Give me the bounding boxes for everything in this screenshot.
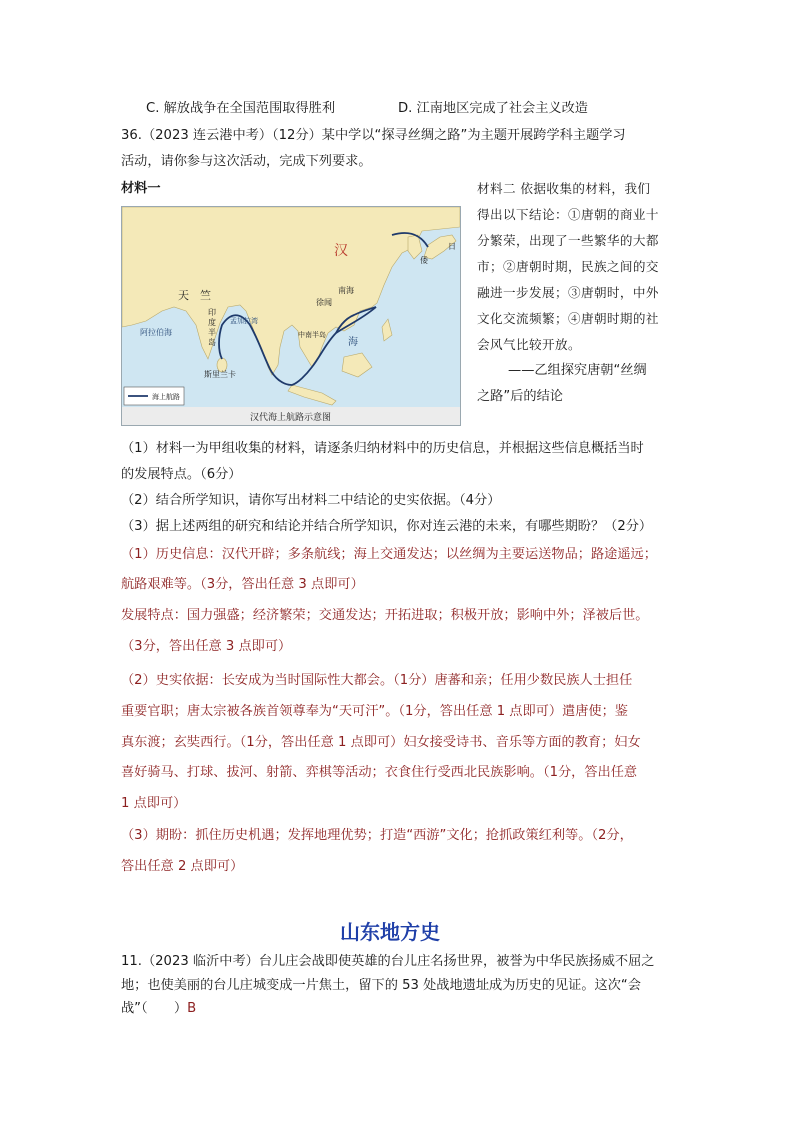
label-yindu-2: 度 bbox=[208, 318, 216, 327]
label-caption: 汉代海上航路示意图 bbox=[250, 413, 332, 423]
map-graphic bbox=[122, 207, 460, 425]
label-japan: 日 bbox=[448, 242, 456, 251]
q11-line3-text: 战”（ ） bbox=[121, 1001, 188, 1016]
material2-line-2: 得出以下结论：①唐朝的商业十 bbox=[477, 207, 659, 222]
label-han: 汉 bbox=[334, 243, 348, 259]
option-d: D. 江南地区完成了社会主义改造 bbox=[398, 101, 588, 116]
material1-label: 材料一 bbox=[121, 181, 161, 196]
material2-line-7: 会风气比较开放。 bbox=[477, 337, 581, 352]
answer-line-8: 喜好骑马、打球、拔河、射箭、弈棋等活动；衣食住行受西北民族影响。（1分，答出任意 bbox=[121, 765, 638, 780]
material2-line-3: 分繁荣，出现了一些繁华的大都 bbox=[477, 233, 659, 248]
answer-line-10: （3）期盼：抓住历史机遇；发挥地理优势；打造“西游”文化；抢抓政策红利等。（2分， bbox=[121, 828, 633, 843]
task-1-line2: 的发展特点。（6分） bbox=[121, 467, 242, 482]
task-1-line1: （1）材料一为甲组收集的材料，请逐条归纳材料中的历史信息，并根据这些信息概括当时 bbox=[121, 441, 644, 456]
label-nanhai-port: 南海 bbox=[338, 286, 354, 295]
answer-line-7: 真东渡；玄奘西行。（1分，答出任意 1 点即可）妇女接受诗书、音乐等方面的教育；妇女 bbox=[121, 735, 641, 750]
label-yindu-1: 印 bbox=[208, 308, 216, 317]
material2-source-1: ——乙组探究唐朝“丝绸 bbox=[508, 363, 647, 378]
label-sri-lanka: 斯里兰卡 bbox=[204, 370, 236, 379]
label-yindu-4: 岛 bbox=[208, 338, 216, 347]
q11-line1: 11.（2023 临沂中考）台儿庄会战即使英雄的台儿庄名扬世界，被誉为中华民族扬威不屈之 bbox=[121, 954, 655, 969]
answer-line-4: （3分，答出任意 3 点即可） bbox=[121, 639, 292, 654]
material2-line-1: 材料二 依据收集的材料，我们 bbox=[477, 181, 651, 196]
answer-line-9: 1 点即可） bbox=[121, 796, 187, 811]
label-legend: 海上航路 bbox=[152, 393, 180, 401]
label-arabian-sea: 阿拉伯海 bbox=[140, 328, 172, 337]
answer-line-1: （1）历史信息：汉代开辟；多条航线；海上交通发达；以丝绸为主要运送物品；路途遥远； bbox=[121, 547, 657, 562]
answer-line-11: 答出任意 2 点即可） bbox=[121, 859, 244, 874]
label-yindu-3: 半 bbox=[208, 328, 216, 337]
q11-answer: B bbox=[187, 1001, 197, 1016]
answer-line-6: 重要官职；唐太宗被各族首领尊奉为“天可汗”。（1分，答出任意 1 点即可）遣唐使；鉴 bbox=[121, 704, 628, 719]
material2-line-6: 文化交流频繁；④唐朝时期的社 bbox=[477, 311, 659, 326]
task-2: （2）结合所学知识，请你写出材料二中结论的史实依据。（4分） bbox=[121, 493, 501, 508]
label-tianzhu: 天 竺 bbox=[178, 289, 211, 302]
label-xuwen: 徐闻 bbox=[316, 298, 332, 307]
label-sea: 海 bbox=[348, 337, 358, 348]
option-c: C. 解放战争在全国范围取得胜利 bbox=[146, 101, 336, 116]
q11-line2: 地；也使美丽的台儿庄城变成一片焦土，留下的 53 处战地遗址成为历史的见证。这次“会 bbox=[121, 978, 641, 993]
answer-line-3: 发展特点：国力强盛；经济繁荣；交通发达；开拓进取；积极开放；影响中外；泽被后世。 bbox=[121, 608, 649, 623]
section-title: 山东地方史 bbox=[340, 920, 440, 944]
q36-line1: 36.（2023 连云港中考）（12分）某中学以“探寻丝绸之路”为主题开展跨学科主题学习 bbox=[121, 128, 626, 143]
han-sea-route-map bbox=[121, 206, 461, 426]
task-3: （3）据上述两组的研究和结论并结合所学知识，你对连云港的未来，有哪些期盼？（2分） bbox=[121, 519, 653, 534]
q11-line3 bbox=[121, 1000, 196, 1018]
answer-line-2: 航路艰难等。（3分，答出任意 3 点即可） bbox=[121, 577, 364, 592]
label-zhongnan: 中南半岛 bbox=[298, 331, 326, 339]
q36-line2: 活动，请你参与这次活动，完成下列要求。 bbox=[121, 154, 372, 169]
material2-line-5: 融进一步发展；③唐朝时，中外 bbox=[477, 285, 659, 300]
label-wonu: 倭 bbox=[420, 256, 428, 265]
material2-source-2: 之路”后的结论 bbox=[477, 389, 563, 404]
label-bay: 孟加拉湾 bbox=[230, 317, 258, 325]
material2-line-4: 市；②唐朝时期，民族之间的交 bbox=[477, 259, 659, 274]
answer-line-5: （2）史实依据：长安成为当时国际性大都会。（1分）唐蕃和亲；任用少数民族人士担任 bbox=[121, 673, 633, 688]
